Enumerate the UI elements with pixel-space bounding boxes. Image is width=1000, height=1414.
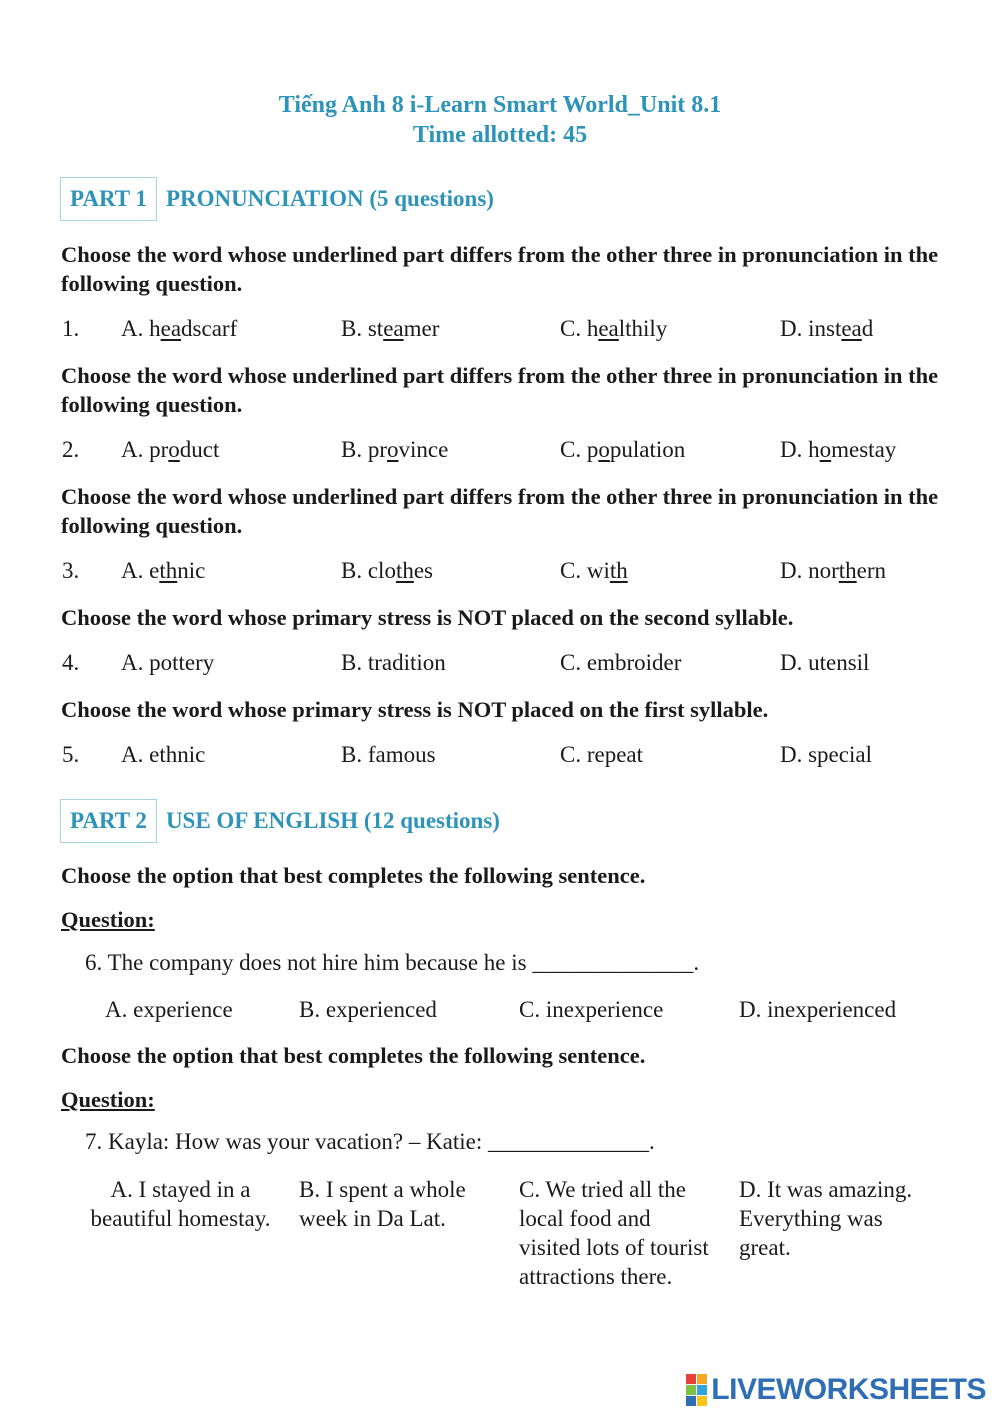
option-a[interactable]: A. pottery [121, 650, 215, 675]
question-number: 4. [62, 650, 80, 675]
option-d[interactable]: D. utensil [780, 650, 870, 675]
instruction: Choose the word whose underlined part differs from the other three in pronunciation in the following question. [61, 363, 939, 417]
question-number: 3. [62, 558, 80, 583]
logo-text: LIVEWORKSHEETS [711, 1373, 986, 1406]
option-a[interactable]: A. ethnic [121, 558, 206, 583]
question-stem: 6. The company does not hire him because he is ______________. [85, 950, 700, 975]
underlined-part: th [609, 558, 628, 583]
part2-heading: USE OF ENGLISH (12 questions) [165, 808, 500, 833]
part2-label: PART 2 [60, 799, 157, 843]
question-label: Question: [61, 907, 155, 932]
option-b[interactable]: B. famous [341, 742, 436, 767]
underlined-part: th [838, 558, 857, 583]
question-number: 5. [62, 742, 80, 767]
part2-header [60, 799, 500, 843]
option-d[interactable]: D. instead [780, 316, 874, 341]
option-c[interactable]: C. embroider [560, 650, 682, 675]
instruction: Choose the word whose underlined part differs from the other three in pronunciation in the following question. [61, 242, 939, 296]
option-d[interactable]: D. homestay [780, 437, 897, 462]
option-a[interactable]: A. ethnic [121, 742, 206, 767]
option-a[interactable]: A. headscarf [121, 316, 238, 341]
option-c[interactable]: C. repeat [560, 742, 644, 767]
instruction: Choose the word whose primary stress is NOT placed on the first syllable. [61, 697, 769, 722]
instruction: Choose the word whose primary stress is NOT placed on the second syllable. [61, 605, 794, 630]
option-c[interactable]: C. with [560, 558, 628, 583]
instruction: Choose the option that best completes the following sentence. [61, 1043, 646, 1068]
instruction: Choose the option that best completes the following sentence. [61, 863, 646, 888]
underlined-part: o [387, 437, 399, 462]
worksheet-title: Tiếng Anh 8 i-Learn Smart World_Unit 8.1 [278, 92, 722, 118]
question-stem: 7. Kayla: How was your vacation? – Katie: ______________. [85, 1129, 655, 1154]
underlined-part: ea [598, 316, 619, 341]
option-d[interactable]: D. northern [780, 558, 887, 583]
option-b[interactable]: B. clothes [341, 558, 434, 583]
question-number: 2. [62, 437, 80, 462]
question-label: Question: [61, 1087, 155, 1112]
option-b[interactable]: B. steamer [341, 316, 440, 341]
underlined-part: th [159, 558, 178, 583]
option-c[interactable]: C. We tried all the local food and visited lots of tourist attractions there. [519, 1177, 709, 1289]
option-b[interactable]: B. tradition [341, 650, 446, 675]
part1-label: PART 1 [60, 177, 157, 221]
underlined-part: th [395, 558, 414, 583]
part1-heading: PRONUNCIATION (5 questions) [165, 186, 494, 211]
underlined-part: ea [841, 316, 862, 341]
instruction: Choose the word whose underlined part differs from the other three in pronunciation in the following question. [61, 484, 939, 538]
underlined-part: o [819, 437, 832, 462]
option-a[interactable]: A. experience [105, 997, 233, 1022]
logo-blocks-icon [686, 1374, 707, 1406]
option-c[interactable]: C. inexperience [519, 997, 664, 1022]
part1-header [60, 177, 494, 221]
option-b[interactable]: B. I spent a whole week in Da Lat. [299, 1177, 466, 1231]
option-d[interactable]: D. It was amazing. Everything was great. [739, 1177, 913, 1260]
option-b[interactable]: B. experienced [299, 997, 437, 1022]
underlined-part: ea [383, 316, 404, 341]
time-allotted: Time allotted: 45 [412, 122, 588, 148]
option-d[interactable]: D. inexperienced [739, 997, 897, 1022]
liveworksheets-logo [686, 1373, 986, 1407]
underlined-part: o [168, 437, 180, 462]
option-a[interactable]: A. product [121, 437, 220, 462]
option-d[interactable]: D. special [780, 742, 872, 767]
question-number: 1. [62, 316, 80, 341]
option-a[interactable]: A. I stayed in a beautiful homestay. [90, 1177, 271, 1231]
option-c[interactable]: C. healthily [560, 316, 668, 341]
underlined-part: ea [160, 316, 182, 341]
option-b[interactable]: B. province [341, 437, 449, 462]
underlined-part: o [598, 437, 610, 462]
option-c[interactable]: C. population [560, 437, 686, 462]
